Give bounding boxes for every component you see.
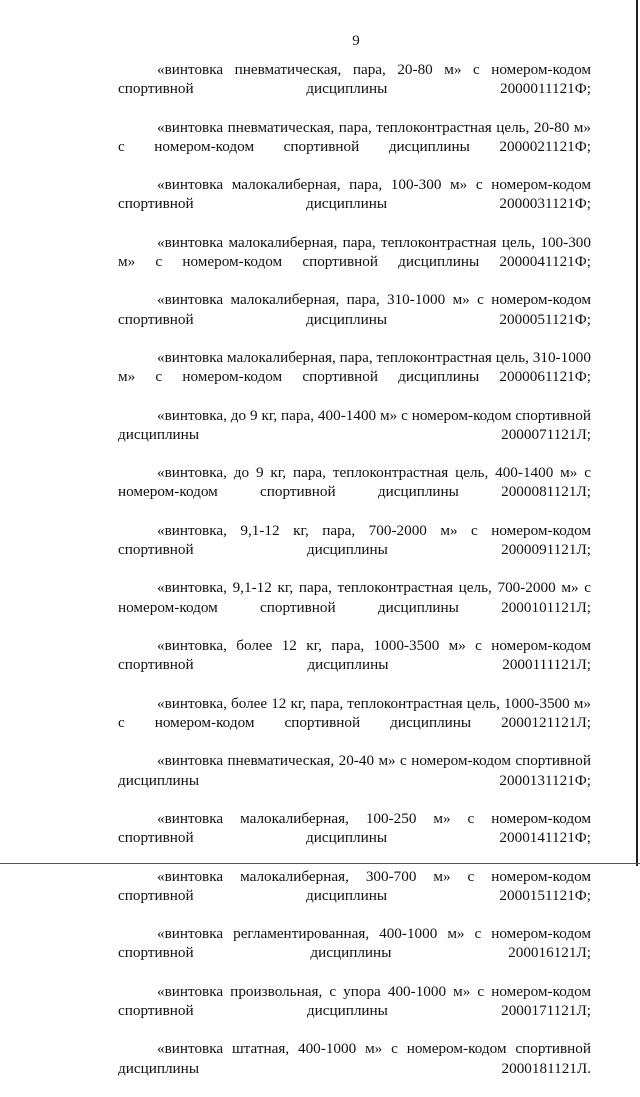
discipline-item-8: «винтовка, до 9 кг, пара, теплоконтрастная цель, 400-1400 м» с номером-кодом спортивной дисциплины 2000081121Л; (118, 464, 591, 501)
discipline-item-2: «винтовка пневматическая, пара, теплоконтрастная цель, 20-80 м» с номером-кодом спортивной дисциплины 2000021121Ф; (118, 118, 591, 155)
discipline-item-10: «винтовка, 9,1-12 кг, пара, теплоконтрастная цель, 700-2000 м» с номером-кодом спортивной дисциплины 2000101121Л; (118, 579, 591, 616)
discipline-item-9: «винтовка, 9,1-12 кг, пара, 700-2000 м» с номером-кодом спортивной дисциплины 2000091121Л; (118, 521, 591, 559)
discipline-item-6: «винтовка малокалиберная, пара, теплоконтрастная цель, 310-1000 м» с номером-кодом спортивной дисциплины 2000061121Ф; (118, 349, 591, 386)
scan-edge-right (636, 0, 638, 866)
discipline-item-3: «винтовка малокалиберная, пара, 100-300 м» с номером-кодом спортивной дисциплины 2000031121Ф; (118, 176, 591, 213)
discipline-item-4: «винтовка малокалиберная, пара, теплоконтрастная цель, 100-300 м» с номером-кодом спортивной дисциплины 2000041121Ф; (118, 233, 591, 271)
discipline-item-5: «винтовка малокалиберная, пара, 310-1000 м» с номером-кодом спортивной дисциплины 2000051121Ф; (118, 291, 591, 328)
document-body (118, 60, 591, 1097)
discipline-item-12: «винтовка, более 12 кг, пара, теплоконтрастная цель, 1000-3500 м» с номером-кодом спортивной дисциплины 2000121121Л; (118, 694, 591, 731)
discipline-item-7: «винтовка, до 9 кг, пара, 400-1400 м» с номером-кодом спортивной дисциплины 2000071121Л; (118, 406, 591, 443)
discipline-item-1: «винтовка пневматическая, пара, 20-80 м» с номером-кодом спортивной дисциплины 2000011121Ф; (118, 61, 591, 98)
discipline-item-11: «винтовка, более 12 кг, пара, 1000-3500 м» с номером-кодом спортивной дисциплины 2000111121Л; (118, 637, 591, 674)
page-number: 9 (352, 33, 360, 49)
discipline-item-16: «винтовка регламентированная, 400-1000 м» с номером-кодом спортивной дисциплины 200016121Л; (118, 925, 591, 962)
discipline-item-13: «винтовка пневматическая, 20-40 м» с номером-кодом спортивной дисциплины 2000131121Ф; (118, 752, 591, 789)
discipline-item-15: «винтовка малокалиберная, 300-700 м» с номером-кодом спортивной дисциплины 2000151121Ф; (118, 867, 591, 904)
discipline-item-14: «винтовка малокалиберная, 100-250 м» с номером-кодом спортивной дисциплины 2000141121Ф; (118, 809, 591, 847)
discipline-item-17: «винтовка произвольная, с упора 400-1000 м» с номером-кодом спортивной дисциплины 2000171121Л; (118, 982, 591, 1019)
discipline-item-18: «винтовка штатная, 400-1000 м» с номером-кодом спортивной дисциплины 2000181121Л. (118, 1040, 591, 1077)
